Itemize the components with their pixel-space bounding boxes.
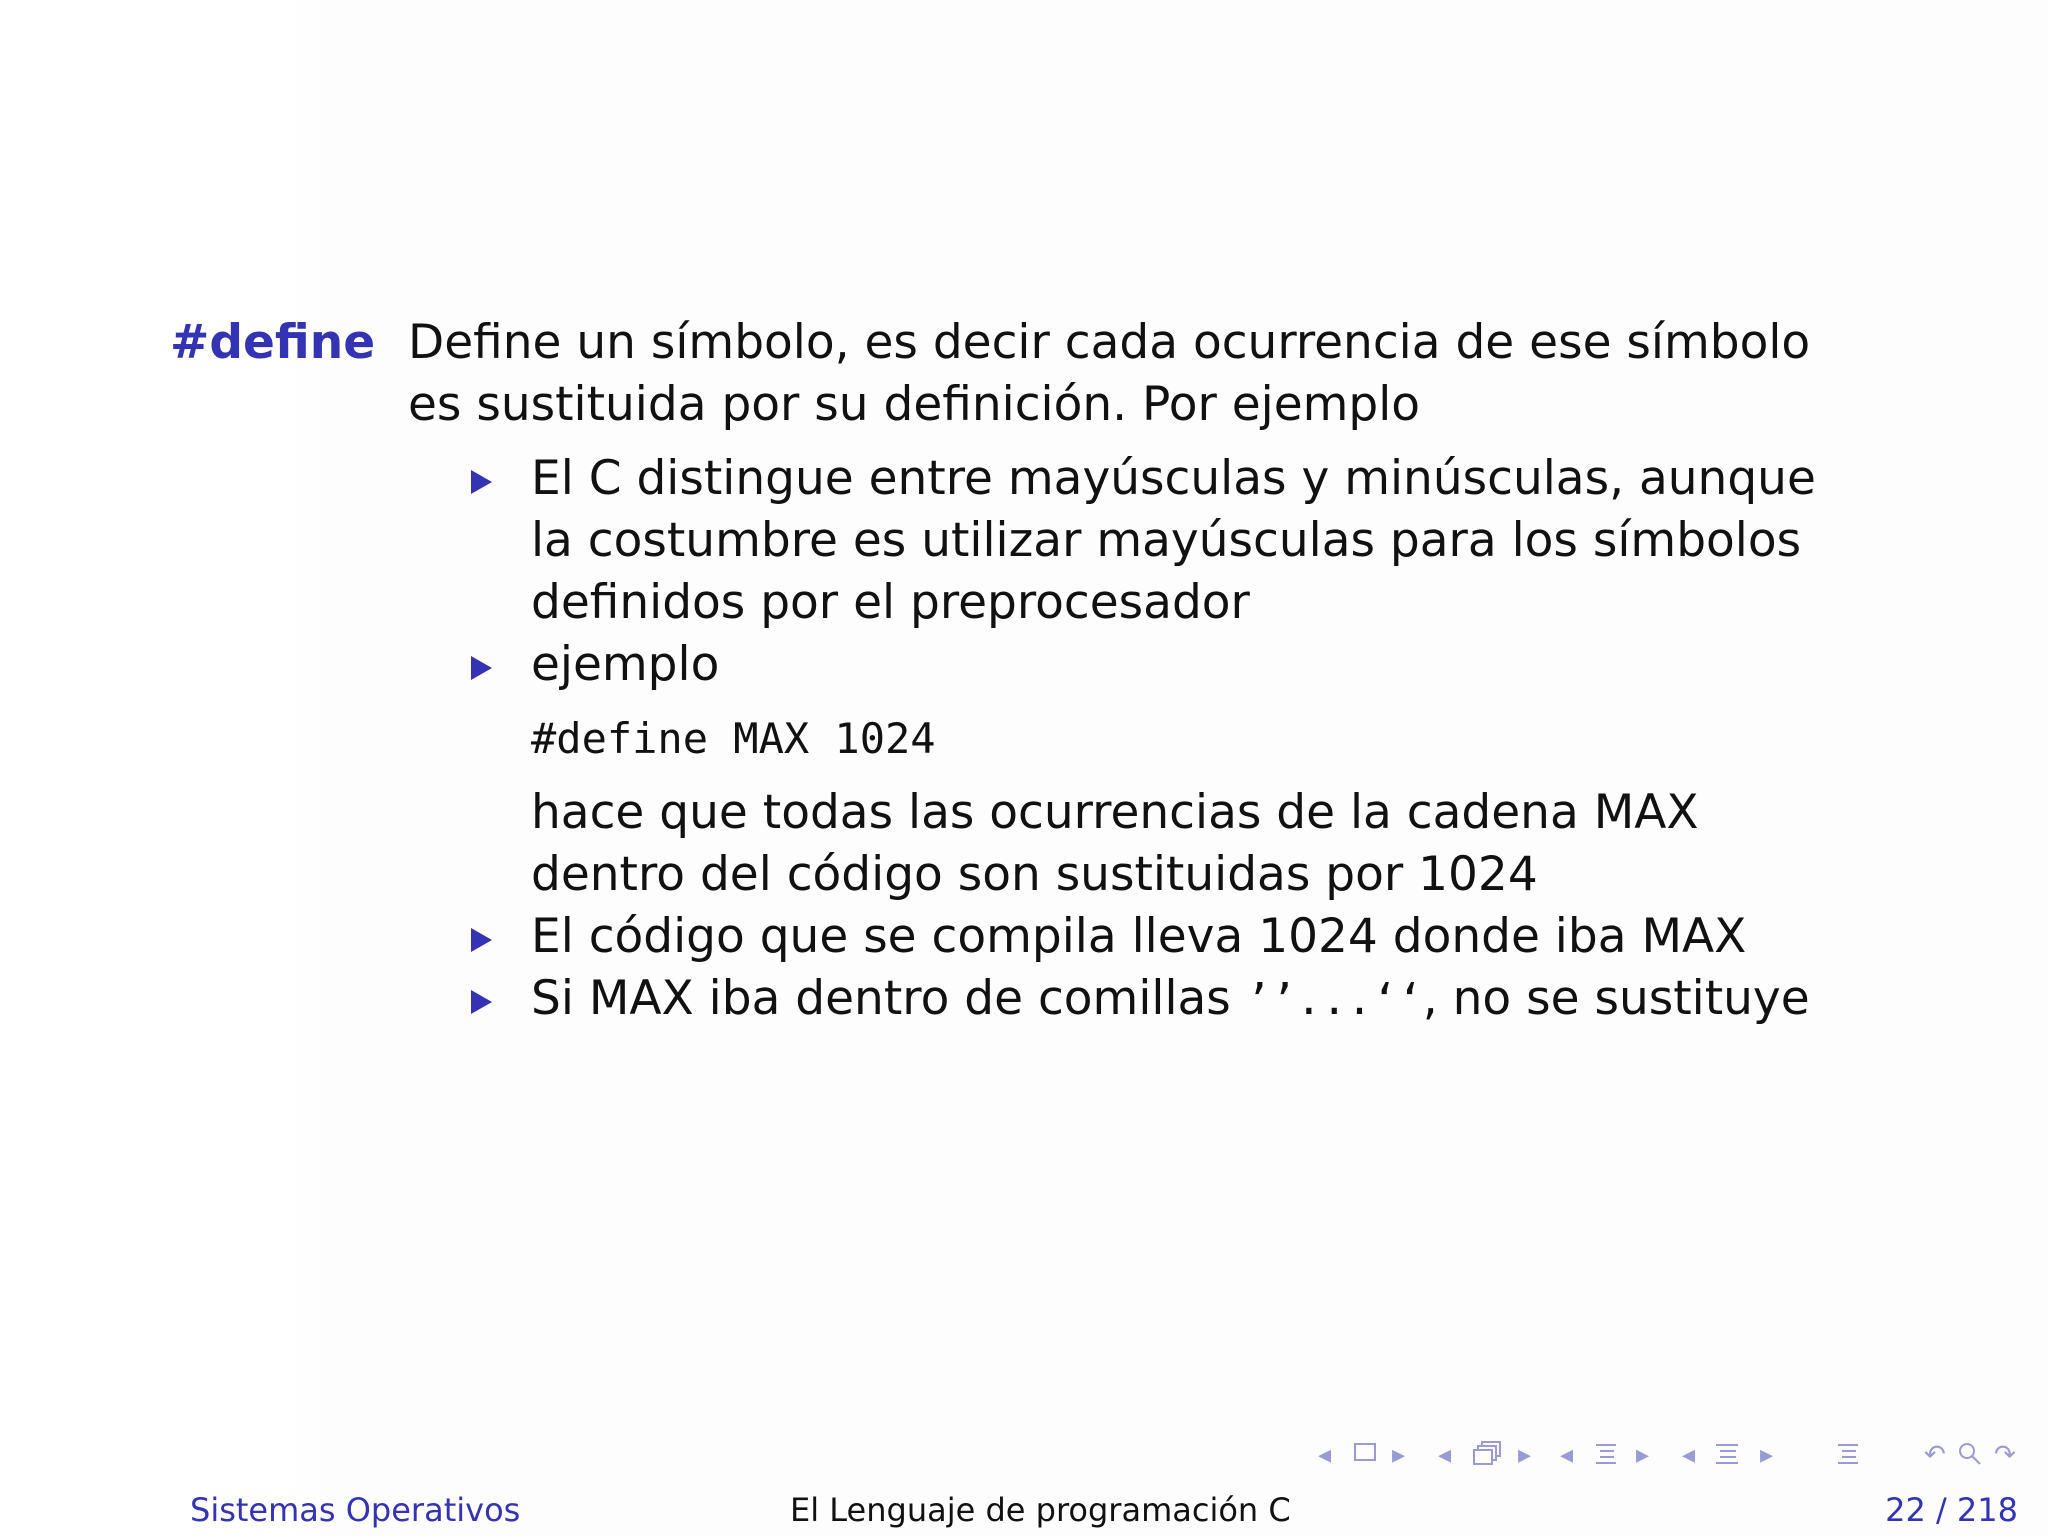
triangle-bullet-icon xyxy=(471,928,492,952)
toc-icon[interactable] xyxy=(1834,1440,1862,1475)
definition-description xyxy=(408,312,1828,1031)
nav-prev-arrow[interactable]: ◂ xyxy=(1318,1440,1332,1470)
nav-prev-arrow[interactable]: ◂ xyxy=(1682,1440,1696,1470)
nav-next-arrow[interactable]: ▸ xyxy=(1392,1440,1406,1470)
definition-row xyxy=(170,312,1870,1031)
item-text: El código que se compila lleva 1024 donde iba MAX xyxy=(531,909,1747,964)
nav-prev-arrow[interactable]: ◂ xyxy=(1438,1440,1452,1470)
subsection-icon[interactable] xyxy=(1470,1440,1506,1475)
footer-page-number: 22 / 218 xyxy=(1885,1491,2018,1529)
item-quotes: ’’...‘‘ xyxy=(1245,975,1423,1024)
search-icon[interactable] xyxy=(1956,1440,1984,1475)
section-icon[interactable] xyxy=(1592,1440,1620,1475)
item-text-after: , no se sustituye xyxy=(1422,971,1810,1026)
triangle-bullet-icon xyxy=(471,990,492,1014)
document-icon[interactable] xyxy=(1712,1440,1742,1475)
nav-next-arrow[interactable]: ▸ xyxy=(1760,1440,1774,1470)
definition-term: #define xyxy=(170,315,376,370)
footer-course-title: Sistemas Operativos xyxy=(190,1491,521,1529)
slide-footer xyxy=(0,1490,2048,1530)
slide-content xyxy=(170,312,1870,1031)
nav-next-arrow[interactable]: ▸ xyxy=(1518,1440,1532,1470)
list-item xyxy=(531,906,1828,968)
triangle-bullet-icon xyxy=(471,656,492,680)
description-text: Define un símbolo, es decir cada ocurrencia de ese símbolo es sustituida por su definición. Por ejemplo xyxy=(408,315,1811,432)
forward-icon[interactable]: ↷ xyxy=(1994,1440,2016,1470)
footer-section-title: El Lenguaje de programación C xyxy=(790,1491,1291,1529)
triangle-bullet-icon xyxy=(471,470,492,494)
item-text-before: Si MAX iba dentro de comillas xyxy=(531,971,1246,1026)
beamer-navigation xyxy=(1310,1440,2040,1476)
item-text: ejemplo xyxy=(531,637,720,692)
nav-next-arrow[interactable]: ▸ xyxy=(1636,1440,1650,1470)
frame-icon[interactable] xyxy=(1352,1440,1380,1471)
code-example: #define MAX 1024 xyxy=(531,714,936,763)
list-item xyxy=(531,968,1828,1031)
item-explanation: hace que todas las ocurrencias de la cadena MAX dentro del código son sustituidas por 1024 xyxy=(531,785,1699,902)
back-icon[interactable]: ↶ xyxy=(1924,1440,1946,1470)
nav-prev-arrow[interactable]: ◂ xyxy=(1560,1440,1574,1470)
item-text: El C distingue entre mayúsculas y minúsculas, aunque la costumbre es utilizar mayúsculas para los símbolos definidos por el preprocesador xyxy=(531,451,1816,630)
list-item xyxy=(531,448,1828,634)
bullet-list xyxy=(408,448,1828,1031)
list-item xyxy=(531,634,1828,906)
